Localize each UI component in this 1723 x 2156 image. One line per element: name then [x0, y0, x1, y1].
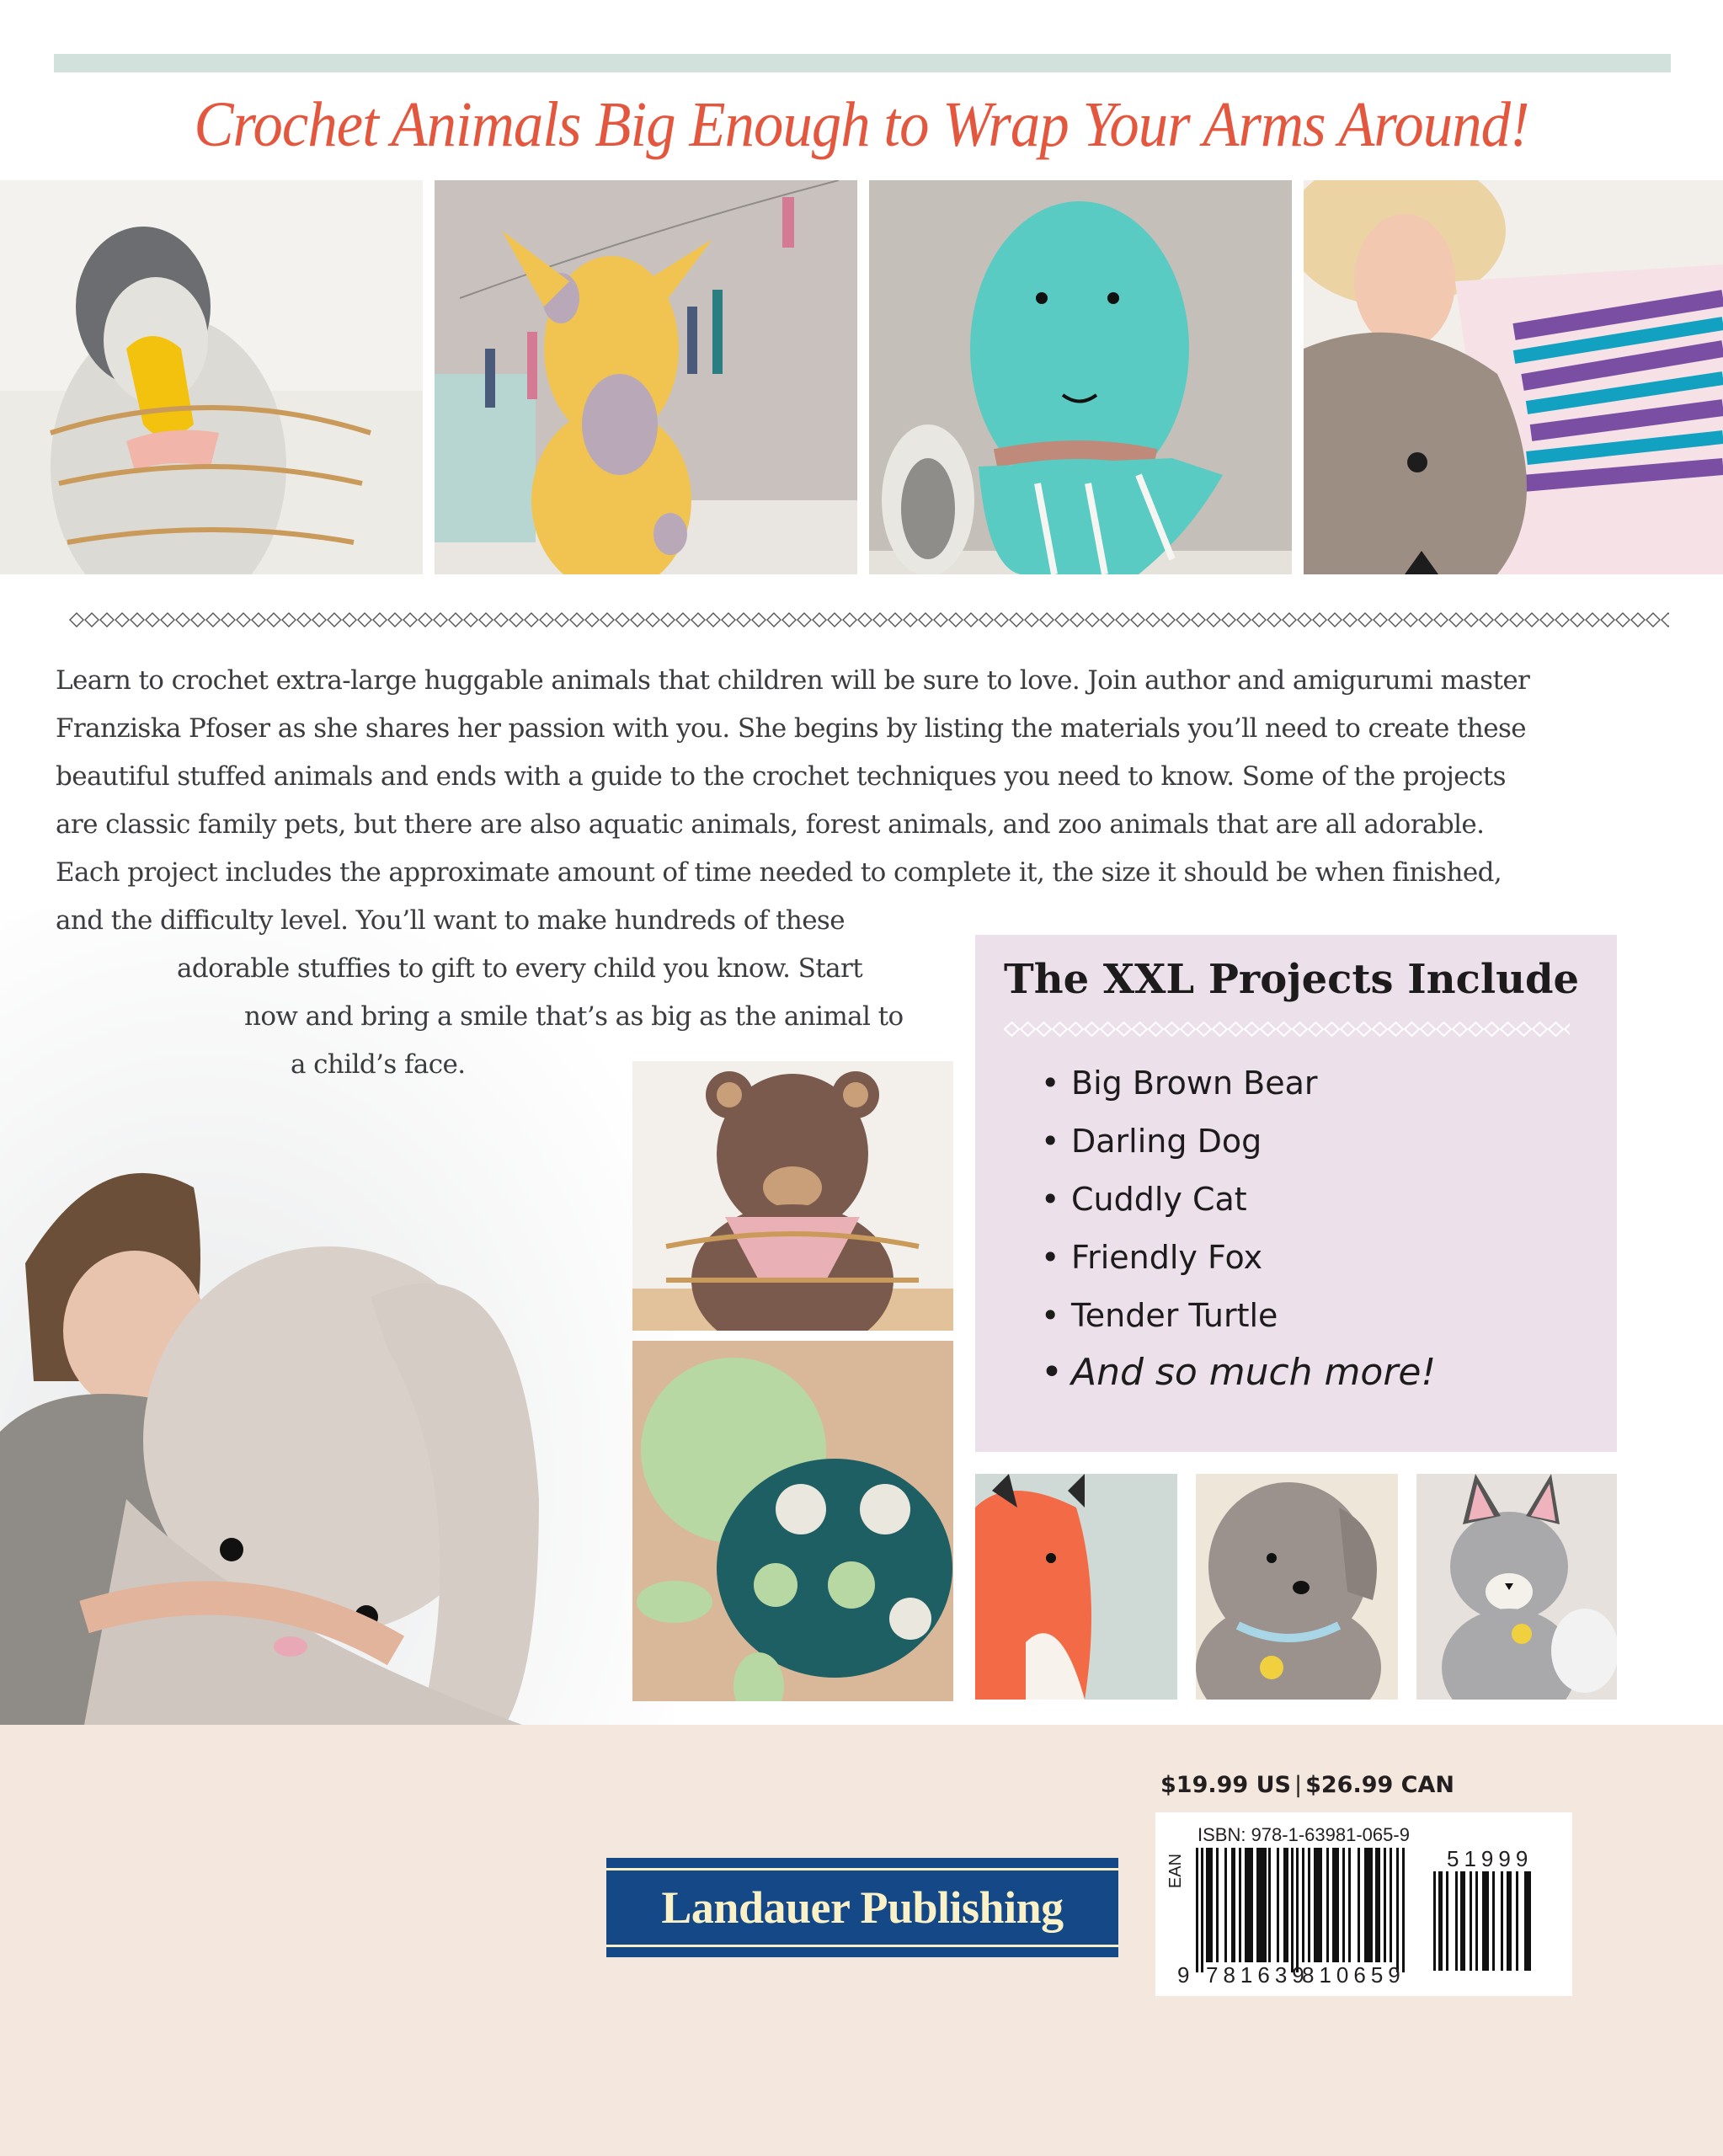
project-item: • Big Brown Bear: [1041, 1065, 1318, 1102]
top-accent-bar: [54, 54, 1671, 72]
project-item: • Tender Turtle: [1041, 1297, 1278, 1334]
bullet: •: [1041, 1065, 1060, 1102]
description-line-3: beautiful stuffed animals and ends with a guide to the crochet techniques you need to know. Some of the projects: [56, 761, 1506, 792]
bullet: •: [1041, 1123, 1060, 1160]
price-addon-digits: 51999: [1447, 1846, 1534, 1871]
photo-child-elephant: [1304, 180, 1723, 574]
barcode-addon: [1433, 1871, 1534, 1971]
bullet: •: [1041, 1297, 1060, 1334]
project-item: • Darling Dog: [1041, 1123, 1262, 1160]
photo-bear: [632, 1061, 953, 1331]
price-line: [1160, 1772, 1454, 1798]
barcode-digit-first: 9: [1177, 1962, 1190, 1988]
description-line-5: Each project includes the approximate amount of time needed to complete it, the size it should be when finished,: [56, 857, 1502, 888]
description-line-8: now and bring a smile that’s as big as the animal to: [244, 1001, 904, 1032]
photo-cat: [1416, 1474, 1617, 1700]
isbn-label: ISBN: 978-1-63981-065-9: [1198, 1824, 1410, 1845]
project-item: • Cuddly Cat: [1041, 1181, 1247, 1218]
photo-turtle: [632, 1341, 953, 1701]
description-line-2: Franziska Pfoser as she shares her passion with you. She begins by listing the materials you’ll need to create these: [56, 713, 1527, 744]
diamond-divider: [69, 611, 1669, 628]
bullet: •: [1041, 1239, 1060, 1276]
photo-giraffe: [435, 180, 857, 574]
price-separator: |: [1294, 1772, 1303, 1798]
photo-octopus: [869, 180, 1292, 574]
bullet: •: [1041, 1181, 1060, 1218]
barcode-digits-group1: 781639: [1206, 1962, 1310, 1988]
photo-fox: [975, 1474, 1177, 1700]
bullet: •: [1041, 1351, 1063, 1394]
project-item-more: • And so much more!: [1041, 1351, 1437, 1394]
publisher-logo: [606, 1858, 1118, 1957]
description-line-6: and the difficulty level. You’ll want to make hundreds of these: [56, 905, 845, 936]
logo-rule-top: [606, 1868, 1118, 1870]
description-line-7: adorable stuffies to gift to every child you know. Start: [177, 953, 863, 984]
publisher-name: Landauer Publishing: [661, 1882, 1064, 1933]
description-line-1: Learn to crochet extra-large huggable animals that children will be sure to love. Join author and amigurumi master: [56, 665, 1530, 696]
project-item: • Friendly Fox: [1041, 1239, 1263, 1276]
barcode-main: [1196, 1848, 1406, 1972]
barcode-digits-group2: 810659: [1302, 1962, 1406, 1988]
price-can: $26.99 CAN: [1305, 1772, 1454, 1798]
photo-dog: [1196, 1474, 1398, 1700]
photo-penguin: [0, 180, 423, 574]
price-us: $19.99 US: [1160, 1772, 1291, 1798]
logo-rule-bottom: [606, 1945, 1118, 1947]
barcode-box: [1155, 1812, 1572, 1996]
description-line-4: are classic family pets, but there are also aquatic animals, forest animals, and zoo animals that are all adorable.: [56, 809, 1485, 840]
description-line-9: a child’s face.: [291, 1049, 466, 1080]
ean-label: EAN: [1166, 1853, 1186, 1889]
cover-headline: Crochet Animals Big Enough to Wrap Your Arms Around!: [194, 89, 1529, 160]
projects-box-title: The XXL Projects Include: [1004, 956, 1580, 1003]
projects-box-diamond-divider: [1004, 1021, 1570, 1038]
